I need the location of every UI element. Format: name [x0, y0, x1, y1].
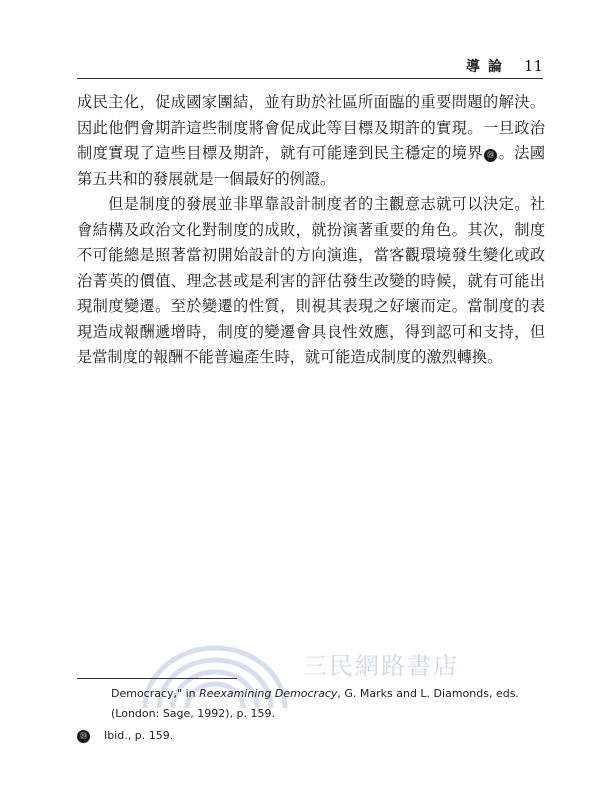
- footnote-line-1: [111, 684, 547, 704]
- footnote-suffix: , G. Marks and L. Diamonds, eds.: [337, 687, 519, 700]
- footnotes: [77, 684, 547, 746]
- header-rule: [77, 78, 543, 79]
- paragraph-1-text: 成民主化，促成國家團結，並有助於社區所面臨的重要問題的解決。因此他們會期許這些制度將會促成此等目標及期許的實現。一旦政治制度實現了這些目標及期許，就有可能達到民主穩定的境界: [77, 93, 545, 162]
- body-text: [77, 90, 545, 371]
- running-header: [466, 56, 543, 76]
- note-reference-mark: ⑳: [484, 149, 497, 162]
- footnote-20: [77, 726, 547, 746]
- footnote-rule: [77, 678, 237, 679]
- footnote-prefix: Democracy," in: [111, 687, 200, 700]
- footnote-text: Ibid., p. 159.: [104, 729, 174, 742]
- paragraph-1: [77, 90, 545, 192]
- footnote-line-2: (London: Sage, 1992), p. 159.: [111, 707, 276, 720]
- watermark-text: 三民網路書店: [303, 652, 459, 680]
- book-title: Reexamining Democracy: [199, 687, 338, 700]
- footnote-mark: ⑳: [77, 730, 90, 743]
- chapter-title: 導論: [465, 59, 510, 75]
- page-number: 11: [523, 57, 543, 75]
- paragraph-2: 但是制度的發展並非單靠設計制度者的主觀意志就可以決定。社會結構及政治文化對制度的成敗，就扮演著重要的角色。其次，制度不可能總是照著當初開始設計的方向演進，當客觀環境發生變化或政治菁英的價值、理念甚或是利害的評估發生改變的時候，就有可能出現制度變遷。至於變遷的性質，則視其表現之好壞而定。當制度的表現造成報酬遞增時，制度的變遷會具良性效應，得到認可和支持，但是當制度的報酬不能普遍產生時，就可能造成制度的激烈轉換。: [77, 195, 545, 366]
- footnote-continuation: [77, 684, 547, 724]
- paragraph-1-text-end: 。法國第五共和的發展就是一個最好的例證。: [77, 144, 546, 188]
